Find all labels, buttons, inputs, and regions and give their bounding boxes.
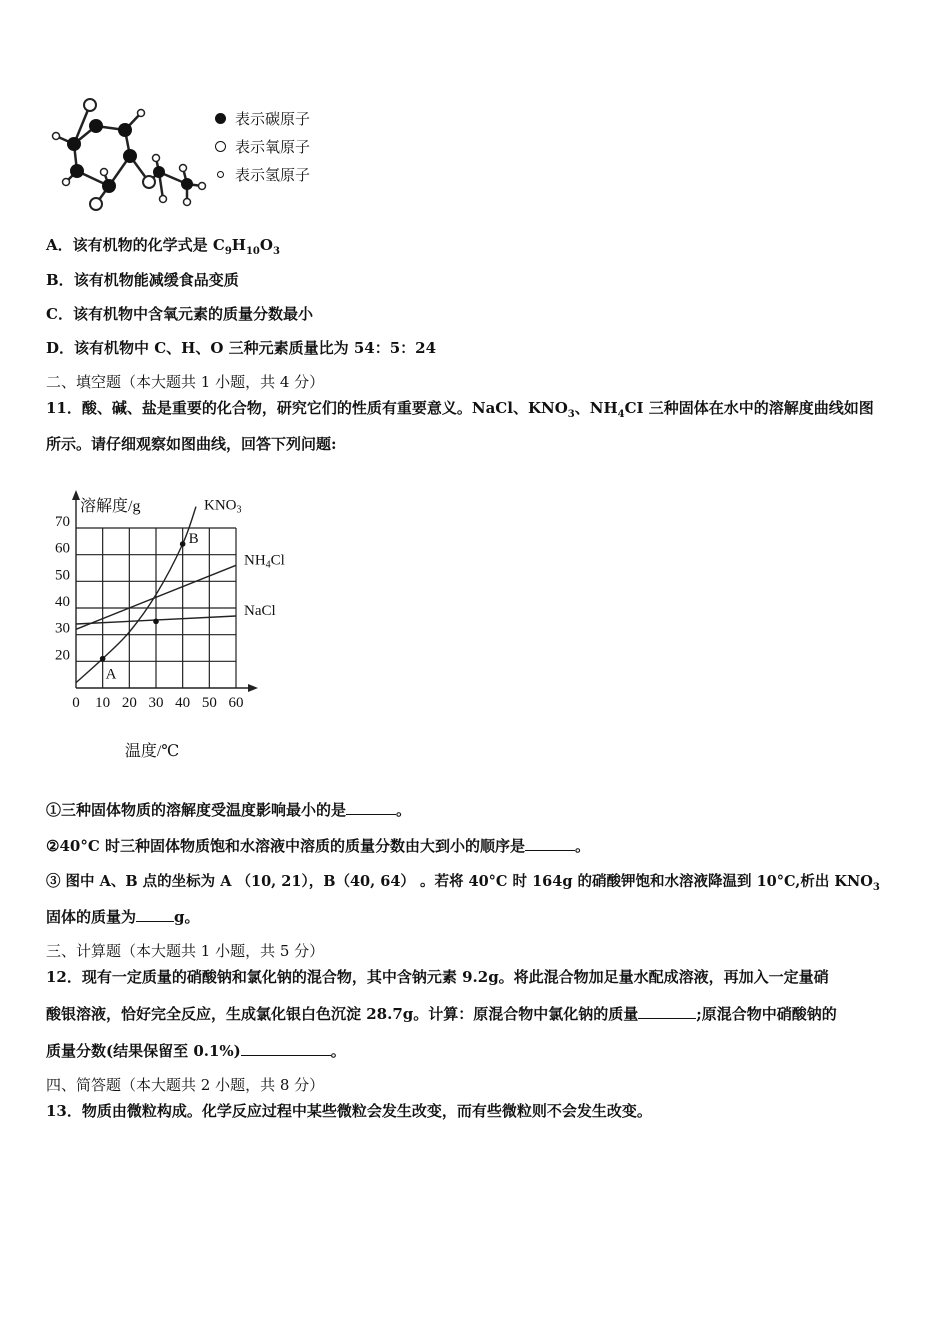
option-b (46, 270, 239, 290)
solubility-chart (40, 478, 310, 768)
y-axis-label: 溶解度/g (80, 498, 141, 515)
option-text: O (259, 236, 273, 254)
subscript: 3 (872, 881, 880, 893)
x-tick-label: 40 (175, 695, 191, 711)
answer-blank[interactable] (346, 800, 396, 815)
q12-text: 质量分数(结果保留至 0.1%) (46, 1042, 241, 1060)
q11-text: 11．酸、碱、盐是重要的化合物，研究它们的性质有重要意义。NaCl、KNO (46, 399, 568, 417)
answer-blank[interactable] (638, 1004, 696, 1019)
legend-carbon (215, 104, 310, 132)
q11-sub2-text: ②40°C 时三种固体物质饱和水溶液中溶质的质量分数由大到小的顺序是 (46, 837, 525, 855)
q11-sub3 (46, 872, 880, 898)
q12-line2 (46, 1004, 837, 1024)
y-tick-label: 20 (55, 647, 70, 664)
x-tick-label: 30 (148, 695, 164, 711)
q11-sub1 (46, 800, 411, 820)
q11-sub2-end: 。 (575, 837, 591, 855)
x-tick-label: 20 (121, 695, 137, 711)
option-text: 该有机物中 C、H、O 三种元素质量比为 54：5：24 (74, 339, 437, 357)
point-label-a: A (105, 666, 117, 683)
subscript: 3 (567, 409, 575, 420)
y-axis-arrow-icon (72, 490, 80, 500)
subscript: 9 (224, 246, 232, 257)
q11-sub3-text: 固体的质量为 (46, 908, 137, 926)
q11-sub1-end: 。 (396, 801, 412, 819)
q11-text: CI 三种固体在水中的溶解度曲线如图 (624, 399, 874, 417)
subscript: 4 (617, 409, 625, 420)
q11-line2: 所示。请仔细观察如图曲线，回答下列问题: (46, 435, 337, 453)
x-tick-label: 0 (72, 695, 80, 711)
option-d (46, 338, 436, 358)
point-label-b: B (188, 531, 199, 547)
q12-line1: 12．现有一定质量的硝酸钠和氯化钠的混合物，其中含钠元素 9.2g。将此混合物加足量水配成溶液，再加入一定量硝 (46, 968, 829, 986)
answer-blank[interactable] (136, 907, 174, 922)
molecule-diagram (44, 96, 214, 216)
option-text: 该有机物中含氧元素的质量分数最小 (72, 305, 313, 323)
q13-line1: 13．物质由微粒构成。化学反应过程中某些微粒会发生改变，而有些微粒则不会发生改变。 (46, 1102, 652, 1120)
option-c (46, 304, 313, 324)
series-label-nacl: NaCl (244, 603, 276, 619)
x-axis-label: 温度/℃ (124, 743, 180, 760)
section-heading-3: 三、计算题（本大题共 1 小题，共 5 分） (46, 942, 325, 960)
subscript: 3 (272, 246, 280, 257)
option-label: C． (46, 305, 73, 323)
curve-kno3 (76, 507, 196, 683)
q12-text: ;原混合物中硝酸钠的 (696, 1005, 837, 1023)
legend-oxygen (215, 132, 310, 160)
q12-line3 (46, 1041, 346, 1061)
section-heading-4: 四、简答题（本大题共 2 小题，共 8 分） (46, 1076, 325, 1094)
legend-hydrogen-text: 表示氢原子 (235, 165, 311, 184)
q12-text: 。 (330, 1042, 346, 1060)
open-circle-icon (215, 141, 226, 152)
y-tick-label: 40 (55, 594, 70, 610)
chart-marks (100, 541, 186, 661)
subscript: 10 (245, 246, 260, 257)
small-circle-icon (217, 171, 224, 178)
answer-blank[interactable] (241, 1041, 331, 1056)
legend-hydrogen (215, 160, 310, 188)
option-text: H (231, 236, 246, 254)
option-a (46, 235, 280, 262)
q12-text: 酸银溶液，恰好完全反应，生成氯化银白色沉淀 28.7g。计算：原混合物中氯化钠的质量 (46, 1005, 639, 1023)
section-heading-2: 二、填空题（本大题共 1 小题，共 4 分） (46, 373, 325, 391)
y-tick-label: 70 (55, 514, 70, 530)
q11-sub2 (46, 836, 590, 856)
data-point-b (180, 541, 186, 547)
q11-line1 (46, 398, 874, 425)
option-text: 该有机物的化学式是 C (72, 236, 225, 254)
legend-carbon-text: 表示碳原子 (235, 109, 311, 128)
answer-blank[interactable] (525, 836, 575, 851)
series-label-kno3: $KNO_3$ (204, 497, 242, 516)
x-tick-label: 10 (95, 695, 111, 711)
data-point-a (100, 656, 106, 662)
legend-oxygen-text: 表示氧原子 (235, 137, 311, 156)
chart-labels (55, 497, 285, 760)
y-tick-label: 50 (55, 567, 70, 584)
x-tick-label: 50 (201, 695, 217, 711)
y-tick-label: 30 (55, 620, 70, 637)
x-tick-label: 60 (228, 695, 244, 711)
q11-sub3-end: g。 (174, 908, 200, 926)
x-axis-arrow-icon (248, 684, 258, 692)
y-tick-label: 60 (55, 540, 70, 557)
option-label: B． (46, 271, 74, 289)
data-point (153, 619, 159, 625)
option-label: D． (46, 339, 75, 357)
option-label: A． (46, 236, 73, 254)
series-label-nh4cl: $NH_4Cl$ (244, 552, 285, 571)
molecule-legend (215, 104, 310, 188)
q11-sub3-line2 (46, 907, 200, 927)
q11-text: 、NH (574, 399, 618, 417)
option-text: 该有机物能减缓食品变质 (73, 271, 239, 289)
q11-sub1-text: ①三种固体物质的溶解度受温度影响最小的是 (46, 801, 347, 819)
filled-dot-icon (215, 113, 226, 124)
q11-sub3-text: ③ 图中 A、B 点的坐标为 A （10, 21），B（40, 64） 。若将 40°C 时 164g 的硝酸钾饱和水溶液降温到 10°C,析出 KNO (46, 873, 873, 890)
